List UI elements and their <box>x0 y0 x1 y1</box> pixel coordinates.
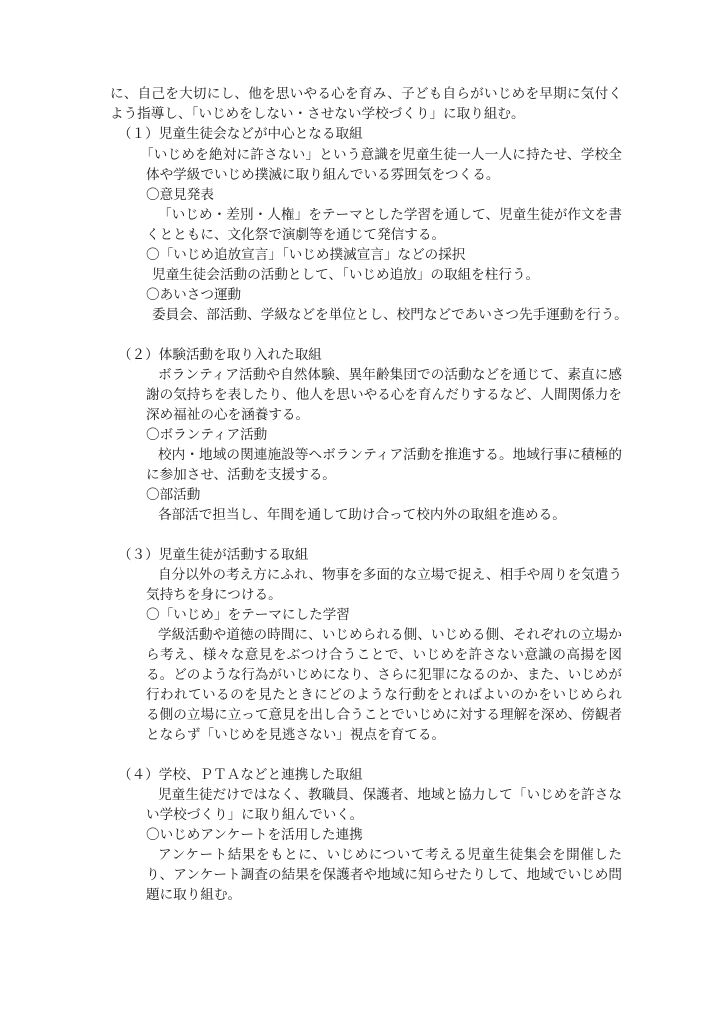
section-2-body-line-2: 謝の気持ちを表したり、他人を思いやる心を育んだりするなど、人間関係力を <box>146 387 622 403</box>
section-4-body-line-1: 児童生徒だけではなく、教職員、保護者、地域と協力して「いじめを許さな <box>158 787 622 803</box>
section-4-item-1-title: 〇いじめアンケートを活用した連携 <box>146 827 363 843</box>
section-1-item-3-line-1: 委員会、部活動、学級などを単位とし、校門などであいさつ先手運動を行う。 <box>152 307 628 323</box>
section-2-item-2-line-1: 各部活で担当し、年間を通して助け合って校内外の取組を進める。 <box>158 507 566 523</box>
section-3-item-1-line-6: とならず「いじめを見逃さない」視点を育てる。 <box>146 727 446 743</box>
section-1-item-2-title: 〇「いじめ追放宣言」「いじめ撲滅宣言」などの採択 <box>146 247 466 263</box>
section-3-item-1-line-1: 学級活動や道徳の時間に、いじめられる側、いじめる側、それぞれの立場か <box>158 627 622 643</box>
section-3-body-line-2: 気持ちを身につける。 <box>146 587 282 603</box>
section-3-item-1-title: 〇「いじめ」をテーマにした学習 <box>146 607 350 623</box>
section-1-item-1-line-2: くとともに、文化祭で演劇等を通じて発信する。 <box>146 227 446 243</box>
section-1-heading: （１）児童生徒会などが中心となる取組 <box>118 126 363 142</box>
section-4-heading: （４）学校、ＰＴＡなどと連携した取組 <box>118 767 363 783</box>
intro-line-2: よう指導し、「いじめをしない・させない学校づくり」に取り組む。 <box>110 106 525 122</box>
intro-line-1: に、自己を大切にし、他を思いやる心を育み、子ども自らがいじめを早期に気付く <box>110 86 622 102</box>
section-2-body-line-3: 深め福祉の心を涵養する。 <box>146 407 310 423</box>
section-3-item-1-line-2: ら考え、様々な意見をぶつけ合うことで、いじめを許さない意識の高揚を図 <box>146 647 622 663</box>
section-3-body-line-1: 自分以外の考え方にふれ、物事を多面的な立場で捉え、相手や周りを気遣う <box>158 567 622 583</box>
section-2-item-2-title: 〇部活動 <box>146 487 201 503</box>
section-2-item-1-line-1: 校内・地域の関連施設等へボランティア活動を推進する。地域行事に積極的 <box>158 447 622 463</box>
section-4-item-1-line-2: り、アンケート調査の結果を保護者や地域に知らせたりして、地域でいじめ問 <box>146 867 622 883</box>
section-1-item-2-line-1: 児童生徒会活動の活動として、「いじめ追放」の取組を柱行う。 <box>152 267 540 283</box>
section-4-body-line-2: い学校づくり」に取り組んでいく。 <box>146 807 364 823</box>
section-1-body-line-1: 「いじめを絶対に許さない」という意識を児童生徒一人一人に持たせ、学校全 <box>140 147 622 163</box>
section-3-item-1-line-3: る。どのような行為がいじめになり、さらに犯罪になるのか、また、いじめが <box>146 667 622 683</box>
section-4-item-1-line-3: 題に取り組む。 <box>146 887 242 903</box>
section-3-item-1-line-4: 行われているのを見たときにどのような行動をとればよいのかをいじめられ <box>146 687 622 703</box>
section-2-body-line-1: ボランティア活動や自然体験、異年齢集団での活動などを通じて、素直に感 <box>158 367 622 383</box>
section-1-item-1-title: 〇意見発表 <box>146 187 214 203</box>
section-4-item-1-line-1: アンケート結果をもとに、いじめについて考える児童生徒集会を開催した <box>158 847 622 863</box>
section-3-heading: （３）児童生徒が活動する取組 <box>118 547 309 563</box>
section-1-item-3-title: 〇あいさつ運動 <box>146 287 242 303</box>
section-2-heading: （２）体験活動を取り入れた取組 <box>118 347 322 363</box>
section-1-body-line-2: 体や学級でいじめ撲滅に取り組んでいる雰囲気をつくる。 <box>146 167 500 183</box>
section-2-item-1-title: 〇ボランティア活動 <box>146 427 268 443</box>
section-3-item-1-line-5: る側の立場に立って意見を出し合うことでいじめに対する理解を深め、傍観者 <box>146 707 622 723</box>
section-1-item-1-line-1: 「いじめ・差別・人権」をテーマとした学習を通して、児童生徒が作文を書 <box>158 207 622 223</box>
section-2-item-1-line-2: に参加させ、活動を支援する。 <box>146 467 336 483</box>
